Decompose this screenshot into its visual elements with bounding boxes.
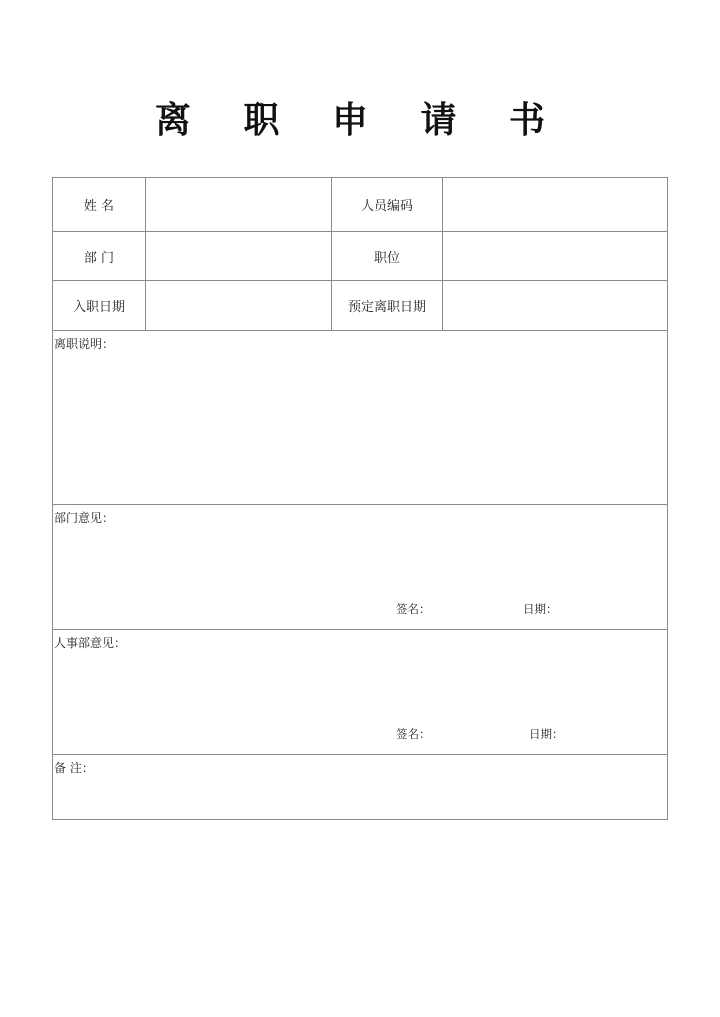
resignation-reason-field[interactable] (53, 331, 667, 504)
position-field[interactable] (443, 232, 667, 280)
name-field[interactable] (146, 178, 331, 231)
page-title: 离 职 申 请 书 (154, 99, 566, 141)
hr-opinion-label: 人事部意见： (54, 636, 127, 650)
employee-id-label: 人员编码 (360, 199, 413, 214)
hr-date-label: 日期： (529, 727, 564, 741)
department-date-label: 日期： (523, 602, 558, 616)
hr-sign-label: 签名： (396, 727, 431, 741)
department-opinion-field[interactable] (53, 505, 667, 629)
employee-id-field[interactable] (443, 178, 667, 231)
planned-leave-date-field[interactable] (443, 281, 667, 330)
department-field[interactable] (146, 232, 331, 280)
resignation-form (52, 177, 668, 820)
remarks-field[interactable] (53, 755, 667, 819)
remarks-label: 备 注： (54, 761, 94, 775)
department-opinion-label: 部门意见： (54, 511, 115, 525)
name-label: 姓 名 (83, 199, 115, 214)
resignation-reason-label: 离职说明： (54, 337, 115, 351)
hire-date-field[interactable] (146, 281, 331, 330)
department-sign-label: 签名： (396, 602, 431, 616)
hire-date-label: 入职日期 (72, 300, 125, 315)
department-label: 部 门 (83, 250, 115, 266)
position-label: 职位 (373, 250, 400, 266)
hr-opinion-field[interactable] (53, 630, 667, 754)
planned-leave-date-label: 预定离职日期 (347, 300, 426, 315)
